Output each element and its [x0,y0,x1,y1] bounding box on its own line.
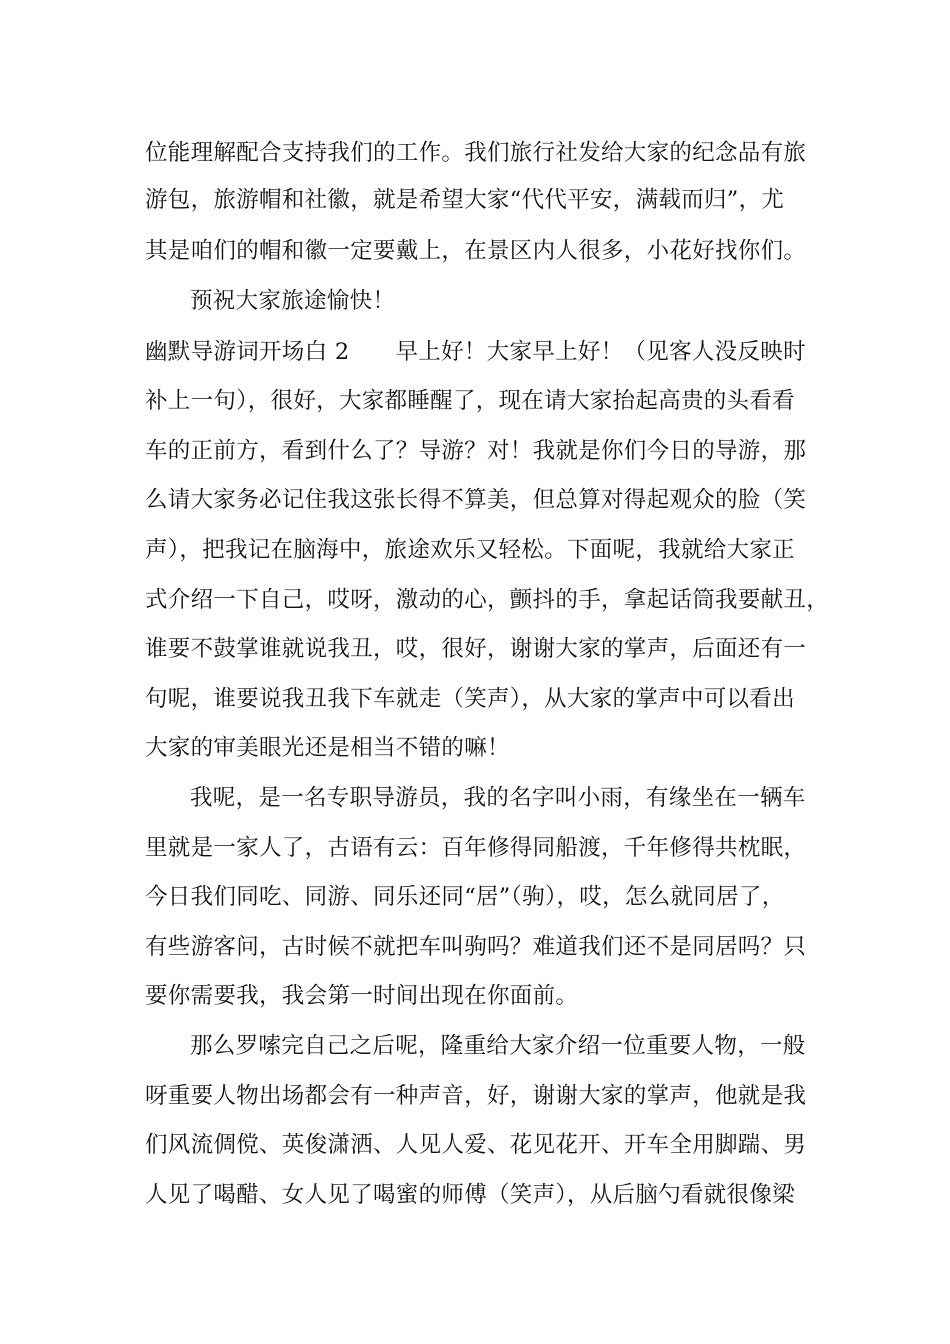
text-line: 我呢，是一名专职导游员，我的名字叫小雨，有缘坐在一辆车 [190,785,806,811]
text-line: 位能理解配合支持我们的工作。我们旅行社发给大家的纪念品有旅 [145,140,807,166]
text-line: 大家的审美眼光还是相当不错的嘛！ [145,735,510,761]
text-line: 今日我们同吃、同游、同乐还同“居”（驹），哎，怎么就同居了， [145,884,785,910]
text-line: 里就是一家人了，古语有云：百年修得同船渡，千年修得共枕眠， [145,835,807,861]
section-heading-line [145,337,806,367]
text-line: 式介绍一下自己，哎呀，激动的心，颤抖的手，拿起话筒我要献丑， [145,587,830,613]
text-line: 游包，旅游帽和社徽，就是希望大家“代代平安，满载而归”，尤 [145,187,785,213]
text-line: 预祝大家旅途愉快！ [190,288,396,314]
text-line: 句呢，谁要说我丑我下车就走（笑声），从大家的掌声中可以看出 [145,686,795,712]
text-line: 人见了喝醋、女人见了喝蜜的师傅（笑声），从后脑勺看就很像梁 [145,1182,795,1208]
text-line: 们风流倜傥、英俊潇洒、人见人爱、花见花开、开车全用脚踹、男 [145,1132,807,1158]
text-line: 其是咱们的帽和徽一定要戴上，在景区内人很多，小花好找你们。 [145,238,807,264]
text-line: 那么罗嗦完自己之后呢，隆重给大家介绍一位重要人物，一般 [190,1033,806,1059]
text-line: 车的正前方，看到什么了？导游？对！我就是你们今日的导游，那 [145,438,807,464]
text-line: 早上好！大家早上好！（见客人没反映时 [395,339,806,365]
text-line: 谁要不鼓掌谁就说我丑，哎，很好，谢谢大家的掌声，后面还有一 [145,636,807,662]
text-line: 有些游客问，古时候不就把车叫驹吗？难道我们还不是同居吗？只 [145,934,807,960]
text-line: 补上一句），很好，大家都睡醒了，现在请大家抬起高贵的头看看 [145,388,795,414]
text-line: 呀重要人物出场都会有一种声音，好，谢谢大家的掌声，他就是我 [145,1083,807,1109]
section-heading: 幽默导游词开场白 2 [145,339,350,365]
text-line: 声），把我记在脑海中，旅途欢乐又轻松。下面呢，我就给大家正 [145,537,795,563]
text-line: 要你需要我，我会第一时间出现在你面前。 [145,983,579,1009]
text-line: 么请大家务必记住我这张长得不算美，但总算对得起观众的脸（笑 [145,487,807,513]
